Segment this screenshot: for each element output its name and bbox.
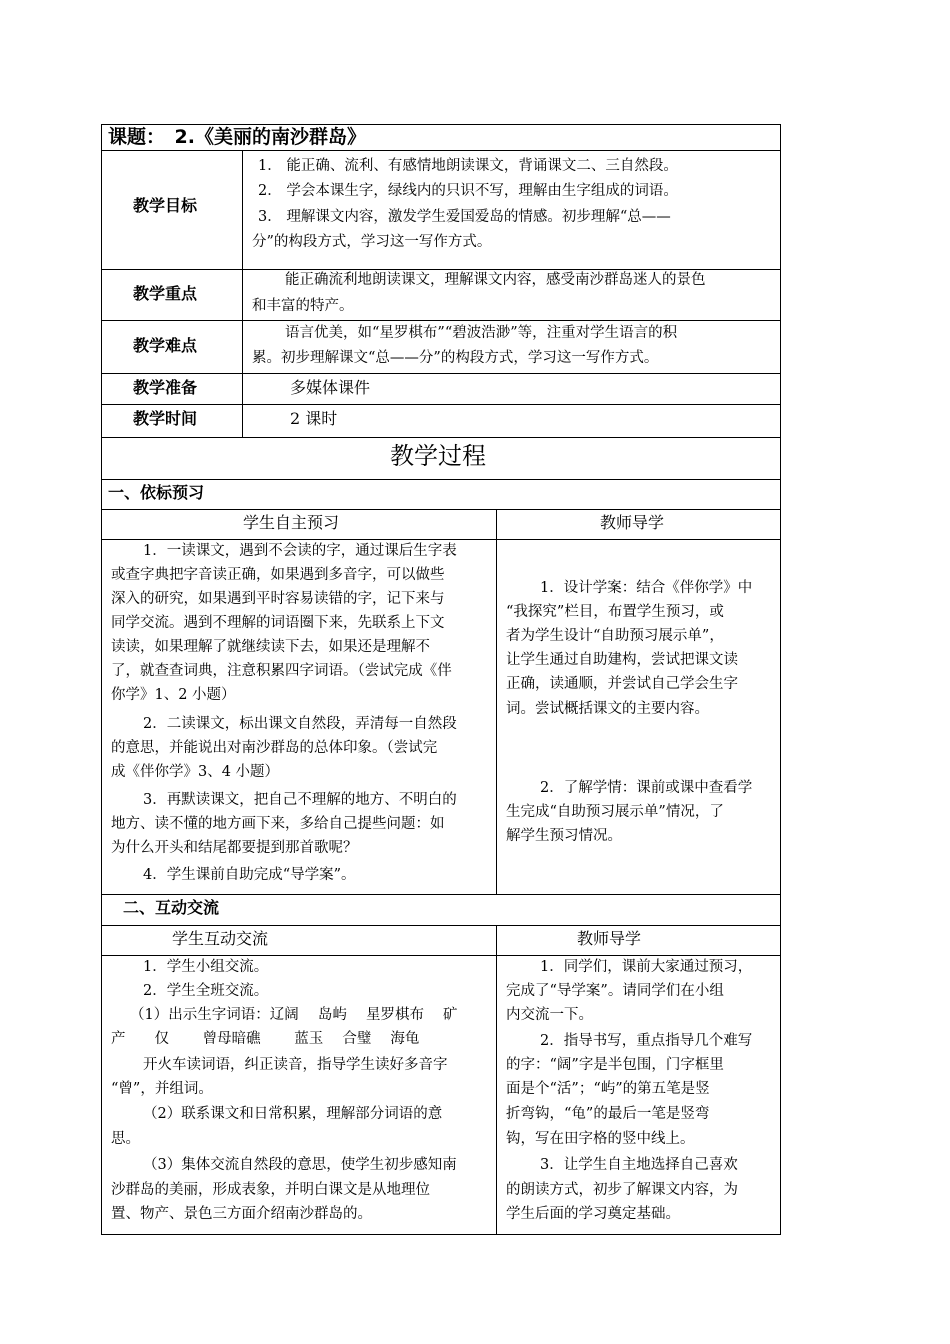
- section-heading: 二、互动交流: [123, 898, 220, 917]
- divider: [496, 925, 497, 1235]
- preparation-label: 教学准备: [133, 378, 198, 397]
- divider: [101, 509, 781, 510]
- key-points-label: 教学重点: [133, 284, 198, 303]
- divider: [496, 509, 497, 895]
- column-header: 教师导学: [600, 513, 665, 532]
- divider: [101, 404, 781, 405]
- column-header: 学生互动交流: [172, 929, 269, 948]
- time-label: 教学时间: [133, 409, 198, 428]
- difficulty-label: 教学难点: [133, 336, 198, 355]
- preparation-value: 多媒体课件: [290, 378, 371, 397]
- time-value: 2 课时: [290, 409, 338, 428]
- divider: [101, 320, 781, 321]
- divider: [242, 150, 243, 437]
- document-page: 课题： 2.《美丽的南沙群岛》 教学目标 1． 能正确、流利、有感情地朗读课文，背诵课文二、三自然段。 2． 学会本课生字，绿线内的只识不写，理解由生字组成的词语。 3． 理解课文内容，激发学生爱国爱岛的情感。初步理解“总—— 分”的构段方式，学习这一写作方式。 教学重点 能正确流利地朗读课文，理解课文内容，感受南沙群岛迷人的景色 和丰富的特产。 教学难点 语言优美，如“星罗棋布”“碧波浩渺”等，注重对学生语言的积 累。初步理解课文“总——分”的构段方式，学习这一写作方式。 教学准备 多媒体课件 教学时间 2 课时 教学过程 一、依标预习 学生自主预习 教师导学 1．一读课文，遇到不会读的字，通过课后生字表 或查字典把字音读正确，如果遇到多音字，可以做些 深入的研究，如果遇到平时容易读错的字，记下来与 同学交流。遇到不理解的词语圈下来，先联系上下文 读读，如果理解了就继续读下去，如果还是理解不 了，就查查词典，注意积累四字词语。（尝试完成《伴 你学》1、2 小题） 2．二读课文，标出课文自然段，弄清每一自然段 的意思，并能说出对南沙群岛的总体印象。（尝试完 成《伴你学》3、4 小题） 3．再默读课文，把自己不理解的地方、不明白的 地方、读不懂的地方画下来，多给自己提些问题：如 为什么开头和结尾都要提到那首歌呢？ 4．学生课前自助完成“导学案”。 1．设计学案：结合《伴你学》中 “我探究”栏目，布置学生预习，或 者为学生设计“自助预习展示单”， 让学生通过自助建构，尝试把课文读 正确，读通顺，并尝试自己学会生字 词。尝试概括课文的主要内容。 2．了解学情：课前或课中查看学 生完成“自助预习展示单”情况，了 解学生预习情况。 二、互动交流 学生互动交流 教师导学 1．学生小组交流。 2．学生全班交流。 （1）出示生字词语：辽阔 岛屿 星罗棋布 矿 产 仅 曾母暗礁 蓝玉 合璧 海龟 开火车读词语，纠正读音，指导学生读好多音字 “曾”，并组词。 （2）联系课文和日常积累，理解部分词语的意 思。 （3）集体交流自然段的意思，使学生初步感知南 沙群岛的美丽，形成表象，并明白课文是从地理位 置、物产、景色三方面介绍南沙群岛的。 1．同学们，课前大家通过预习， 完成了“导学案”。请同学们在小组 内交流一下。 2．指导书写，重点指导几个难写 的字：“阔”字是半包围，门字框里 面是个“活”；“屿”的第五笔是竖 折弯钩，“龟”的最后一笔是竖弯 钩，写在田字格的竖中线上。 3．让学生自主地选择自己喜欢 的朗读方式，初步了解课文内容，为 学生后面的学习奠定基础。: [0, 0, 950, 1344]
- column-header: 学生自主预习: [243, 513, 340, 532]
- process-title: 教学过程: [390, 442, 486, 470]
- column-header: 教师导学: [577, 929, 642, 948]
- lesson-title: 课题： 2.《美丽的南沙群岛》: [108, 126, 366, 148]
- divider: [101, 373, 781, 374]
- goals-label: 教学目标: [133, 196, 198, 215]
- divider: [101, 437, 781, 438]
- section-heading: 一、依标预习: [108, 483, 205, 502]
